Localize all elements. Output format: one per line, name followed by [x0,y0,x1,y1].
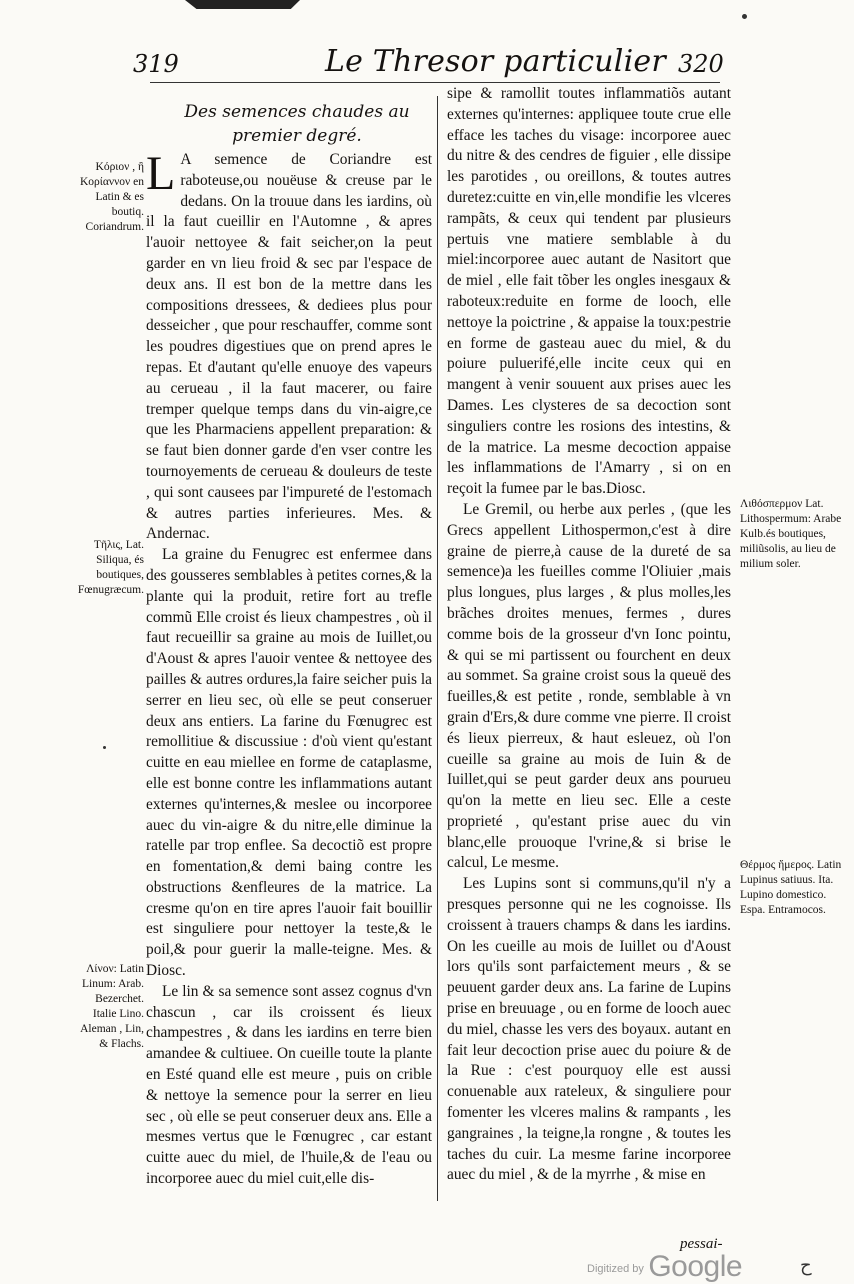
paragraph-coriandre [146,147,432,545]
running-title: Le Thresor particulier [325,44,666,79]
paragraph-lin: Le lin & sa semence sont assez cognus d'vn chascun , car ils croissent és lieux champestres , & dans les iardins en terre bien amandee & cultiuee. On cueille toute la plante en Esté quand elle est meure , puis on crible & nettoye la semence pour la serrer en lieu sec , où elle se peut conseruer deux ans. Elle a mesmes vertus que le Fœnugrec , car estant cuitte auec du miel, de l'huile,& de l'eau ou incorporee auec du miel cuit,elle dis- [146,982,432,1188]
margin-note-gremil: Λιθόσπερμον Lat. Lithospermum: Arabe Kulb.és boutiques, miliũsolis, au lieu de milium soler. [740,498,842,570]
margin-note-coriandre: Κόριον , ἢ Κορίαννον en Latin & es boutiq. Coriandrum. [80,161,144,233]
paragraph-lin-continued: sipe & ramollit toutes inflammatiõs autant externes qu'internes: appliquee toute crue elle efface les taches du visage: incorporee auec du nitre & des cendres de figuier , elle dissipe les parotides , ou oreillons, & toutes autres duretez:cuitte en vin,elle mondifie les vlceres rampãts, & ceux qui tendent par plusieurs pertuis vne matiere semblable à du miel:incorporee auec autant de Nasitort que de miel , elle fait tõber les ongles inesgaux & raboteux:reduite en forme de looch, elle nettoye la poictrine , & appaise la toux:pestrie en forme de gasteau auec du miel, & du poiure puluerifé,elle incite ceux qui en mangent à venir souuent aux prises auec les Dames. Les clysteres de sa decoction sont singuliers contre les rosions des intestins, & de la matrice. La mesme decoction appaise les inflammations de l'Amarry , si on en reçoit la fumee par le bas.Diosc. [447,85,731,498]
section-heading: Des semences chaudes au premier degré. [184,102,410,146]
ink-speck [103,746,106,749]
digitized-watermark [587,1250,742,1284]
google-logo: Google [648,1250,743,1283]
ink-speck [742,14,747,19]
paragraph-coriandre-text: A semence de Coriandre est raboteuse,ou nouëuse & creuse par le dedans. On la trouue dans les iardins, où il la faut cueillir en l'Automne , & apres l'auoir nettoyee & fait seicher,on la peut garder en vn lieu froid & sec par l'espace de deux ans. Il est bon de la mettre dans les compositions dressees, & dediees plus pour desseicher , que pour reschauffer, comme sont les poudres digestiues que on prend apres le repas. Et d'autant qu'elle enuoye des vapeurs au cerueau , il la faut macerer, ou faire tremper quelque temps dans du vin-aigre,ce que les Pharmaciens appellent preparation: & se faut bien donner garde d'en vser contre les tournoyements de cerueau & douleurs de teste , qui sont causees par l'impureté de l'estomach & autres parties inferieures. Mes. & Andernac. [146,151,432,543]
header-rule [150,82,720,83]
catchword: pessai- [680,1236,723,1252]
paragraph-lupins: Les Lupins sont si communs,qu'il n'y a presques personne qui ne les cognoisse. Ils croissent à trauers champs & dans les iardins. On les cueille au mois de Iuillet ou d'Aoust lors qu'ils sont parfaictement meurs , & se peuuent garder deux ans. La farine de Lupins prise en breuuage , ou en forme de looch auec du miel, chasse les vers des boyaux. autant en fait leur decoction prise auec du poiure & de la Rue : c'est pourquoy elle est aussi conuenable aux rateleux, & singuliere pour fomenter les vlceres malins & rampants , les gangraines , la teigne,la rongne , & toutes les taches du cuir. La mesme farine incorporee auec du miel , & de la myrrhe , & mise en [447,875,731,1184]
paragraph-fenugrec: La graine du Fenugrec est enfermee dans des gousseres semblables à petites cornes,& la plante qui la produit, retire fort au trefle commũ Elle croist és lieux champestres , où il faut recueillir sa graine au mois de Iuillet,ou d'Aoust & apres l'auoir ventee & nettoyee des pailles & autres ordures,la faire seicher puis la serrer en lieu sec, où elle se peut conseruer deux ans entiers. La farine du Fœnugrec est remollitiue & discussiue : d'où vient qu'estant cuitte en eau miellee en forme de cataplasme, elle est bonne contre les inflammations autant externes qu'internes,& meslee ou incorporee auec du vin-aigre & du nitre,elle diminue la ratelle par trop enflee. Sa decoctiõ est propre en fomentation,& demi baing contre les obstructions &enfleures de la matrice. La cresme qu'on en tire apres l'auoir fait bouillir est singuliere pour nettoyer la teste,& le poil,& pour guerir la malle-teigne. Mes. & Diosc. [146,546,432,980]
top-edge-mark [185,0,300,9]
corner-mark: ح [800,1255,812,1276]
left-column [146,147,432,1190]
margin-note-lupins: Θέρμος ἥμερος. Latin Lupinus satiuus. Ita. Lupino domestico. Espa. Entramocos. [740,859,842,916]
drop-cap: L [146,147,176,200]
paragraph-gremil: Le Gremil, ou herbe aux perles , (que les Grecs appellent Lithospermon,c'est à dire graine de pierre,à cause de la dureté de sa semence)a les fueilles comme l'Oliuier ,mais plus longues, plus larges , & plus molles,les brãches droites menues, fermes , dures comme bois de la grosseur d'vn Ionc pointu, & qui se mi partissent ou fourchent en deux au sommet. Sa graine croist sous la queuë des fueilles,& est petite , ronde, semblable à vn grain d'Ers,& dure comme vne pierre. Il croist és lieux pierreux, & haut esleuez, où l'on cueille sa graine au mois de Iuin & de Iuillet,qui se peut garder deux ans pourueu qu'on la mette en lieu sec. Elle a ceste proprieté , qu'estant prise auec du vin blanc,elle prouoque l'vrine,& si brise le calcul, Le mesme. [447,500,731,872]
page-number-left: 319 [133,50,179,78]
column-divider [437,96,438,1201]
right-column [447,84,731,1186]
margin-note-lin: Λίνον: Latin Linum: Arab. Bezerchet. Italie Lino. Aleman , Lin, & Flachs. [80,963,144,1050]
margin-note-fenugrec: Τῆλις, Lat. Siliqua, és boutiques, Fœnugræcum. [77,539,144,596]
watermark-prefix: Digitized by [587,1263,644,1275]
page-number-right: 320 [678,50,724,78]
